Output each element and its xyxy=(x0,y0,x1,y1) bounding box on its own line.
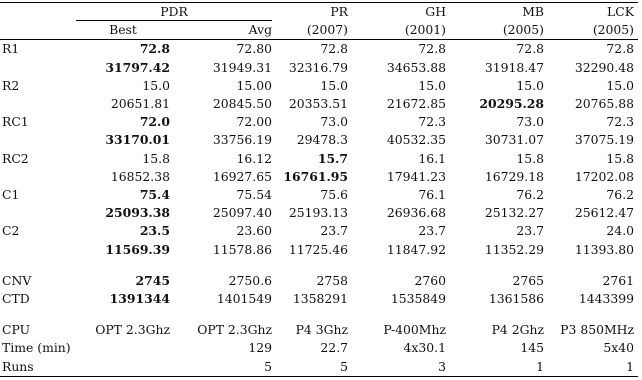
cell-gh: 34653.88 xyxy=(386,59,447,75)
cell-pr: 5 xyxy=(276,358,352,377)
cell-gh: 21672.85 xyxy=(386,96,447,112)
cell-pr: 72.8 xyxy=(276,40,352,59)
header-year-lck: (2005) xyxy=(592,22,635,38)
cell-lck: 15.8 xyxy=(606,150,635,166)
header-method-gh: GH xyxy=(352,3,450,22)
cell-lck: 32290.48 xyxy=(574,59,635,75)
row-label: CTD xyxy=(2,291,30,307)
cell-pr: 16761.95 xyxy=(283,168,349,184)
cell-gh: P-400Mhz xyxy=(383,322,447,338)
cell-gh: 3 xyxy=(352,358,450,377)
cell-mb: 1 xyxy=(450,358,548,377)
cell-pdr-avg: 15.00 xyxy=(236,77,273,93)
cell-pr: 75.6 xyxy=(320,187,349,203)
cell-lck: 72.3 xyxy=(606,114,635,130)
cell-mb: 1361586 xyxy=(488,291,545,307)
cell-pdr-best: 75.4 xyxy=(139,187,170,203)
row-label: R1 xyxy=(0,40,72,59)
cell-pdr-avg: 31949.31 xyxy=(212,59,273,75)
cell-pdr-best xyxy=(72,358,174,377)
cell-lck: 25612.47 xyxy=(574,205,635,221)
row-label: R2 xyxy=(2,77,20,93)
cell-lck: 17202.08 xyxy=(574,168,635,184)
cell-pdr-avg: 16.12 xyxy=(236,150,273,166)
cell-pdr-best: 1391344 xyxy=(109,291,170,307)
row-vehicles xyxy=(0,222,638,240)
cell-gh: 11847.92 xyxy=(386,241,447,257)
cell-pdr-avg: 23.60 xyxy=(236,223,273,239)
cell-pr: 32316.79 xyxy=(288,59,349,75)
cell-gh: 23.7 xyxy=(418,223,447,239)
cell-gh: 72.3 xyxy=(418,114,447,130)
cell-lck: P3 850MHz xyxy=(560,322,635,338)
cell-gh: 72.8 xyxy=(352,40,450,59)
header-row-sub xyxy=(0,21,638,40)
cell-mb: 145 xyxy=(520,340,545,356)
cell-pdr-best: 16852.38 xyxy=(110,168,170,184)
header-method-mb: MB xyxy=(450,3,548,22)
cell-pr: 29478.3 xyxy=(296,132,349,148)
cell-pr: 15.7 xyxy=(317,150,349,166)
cell-mb: 15.8 xyxy=(516,150,545,166)
header-method-lck: LCK xyxy=(548,3,638,22)
cell-pdr-best: 72.0 xyxy=(139,114,170,130)
cell-gh: 1535849 xyxy=(390,291,447,307)
cell-pdr-avg: 33756.19 xyxy=(212,132,273,148)
spacer-cell xyxy=(548,308,638,321)
cell-pr: 23.7 xyxy=(320,223,349,239)
cell-mb: 25132.27 xyxy=(484,205,545,221)
cell-pr: 22.7 xyxy=(320,340,349,356)
cell-pdr-avg: 25097.40 xyxy=(212,205,273,221)
cell-pr: 73.0 xyxy=(320,114,349,130)
spacer-row-totals xyxy=(0,259,638,272)
results-table-body xyxy=(0,3,638,377)
cell-mb: 73.0 xyxy=(516,114,545,130)
row-vehicles xyxy=(0,77,638,95)
spacer-cell xyxy=(450,308,548,321)
cell-mb: P4 2Ghz xyxy=(491,322,545,338)
row-distance xyxy=(0,168,638,186)
row-distance xyxy=(0,131,638,149)
cell-pdr-best: 25093.38 xyxy=(105,205,170,221)
header-pdr xyxy=(72,3,276,22)
row-meta xyxy=(0,321,638,339)
row-meta xyxy=(0,339,638,357)
spacer-cell xyxy=(450,259,548,272)
spacer-cell xyxy=(0,308,72,321)
row-total-cnv xyxy=(0,272,638,290)
cell-mb: 31918.47 xyxy=(484,59,545,75)
row-label xyxy=(0,204,72,222)
cell-pdr-best: 2745 xyxy=(135,272,170,288)
row-label: CNV xyxy=(2,272,32,288)
header-avg: Avg xyxy=(248,22,273,38)
cell-pdr-avg: 11578.86 xyxy=(212,241,273,257)
cell-pdr-avg: 129 xyxy=(248,340,273,356)
row-distance xyxy=(0,241,638,259)
cell-gh: 2760 xyxy=(414,272,447,288)
cell-mb: 15.0 xyxy=(516,77,545,93)
cell-pdr-best: 11569.39 xyxy=(105,241,170,257)
cell-pdr-best: 20651.81 xyxy=(110,96,170,112)
cell-gh: 17941.23 xyxy=(386,168,447,184)
cell-lck: 20765.88 xyxy=(574,96,635,112)
cell-mb: 20295.28 xyxy=(479,96,545,112)
cell-pdr-avg: 20845.50 xyxy=(212,96,273,112)
cell-pr: P4 3Ghz xyxy=(295,322,349,338)
cell-pr: 1358291 xyxy=(292,291,349,307)
spacer-cell xyxy=(352,259,450,272)
header-empty-cell xyxy=(0,21,72,40)
spacer-cell xyxy=(548,259,638,272)
row-label xyxy=(0,95,72,113)
spacer-cell xyxy=(72,259,174,272)
spacer-cell xyxy=(352,308,450,321)
cell-lck: 1 xyxy=(548,358,638,377)
cell-pdr-best: 23.5 xyxy=(139,223,170,239)
row-label: C2 xyxy=(2,223,20,239)
cell-pdr-avg: OPT 2.3Ghz xyxy=(197,322,273,338)
cell-pdr-avg: 5 xyxy=(174,358,276,377)
cell-gh: 76.1 xyxy=(418,187,447,203)
spacer-cell xyxy=(0,259,72,272)
header-best: Best xyxy=(109,22,137,38)
header-year-gh: (2001) xyxy=(404,22,447,38)
row-label: C1 xyxy=(2,187,20,203)
spacer-row-meta xyxy=(0,308,638,321)
spacer-cell xyxy=(276,259,352,272)
cell-lck: 24.0 xyxy=(606,223,635,239)
header-pdr-label: PDR xyxy=(160,4,188,19)
cell-pdr-avg: 1401549 xyxy=(216,291,273,307)
cell-pdr-avg: 72.00 xyxy=(236,114,273,130)
cell-lck: 72.8 xyxy=(548,40,638,59)
cell-mb: 30731.07 xyxy=(484,132,545,148)
cell-mb: 2765 xyxy=(512,272,545,288)
row-vehicles xyxy=(0,113,638,131)
cell-pdr-best: OPT 2.3Ghz xyxy=(95,322,170,338)
cell-lck: 76.2 xyxy=(606,187,635,203)
row-vehicles xyxy=(0,150,638,168)
cell-mb: 76.2 xyxy=(516,187,545,203)
cell-pdr-best: 31797.42 xyxy=(105,59,170,75)
spacer-cell xyxy=(276,308,352,321)
cell-pr: 2758 xyxy=(316,272,349,288)
header-year-mb: (2005) xyxy=(502,22,545,38)
row-vehicles xyxy=(0,186,638,204)
row-label: Runs xyxy=(0,358,72,377)
row-label xyxy=(0,131,72,149)
cell-mb: 72.8 xyxy=(450,40,548,59)
row-total-ctd xyxy=(0,290,638,308)
row-distance xyxy=(0,59,638,77)
cell-mb: 11352.29 xyxy=(484,241,545,257)
cell-pdr-best xyxy=(72,339,174,357)
cell-pdr-best: 72.8 xyxy=(72,40,174,59)
cell-gh: 40532.35 xyxy=(386,132,447,148)
row-distance xyxy=(0,204,638,222)
header-method-pr: PR xyxy=(276,3,352,22)
pdr-cmidrule xyxy=(76,20,272,21)
cell-pdr-best: 15.8 xyxy=(142,150,170,166)
row-label: RC2 xyxy=(2,150,29,166)
cell-lck: 37075.19 xyxy=(574,132,635,148)
cell-pr: 20353.51 xyxy=(288,96,349,112)
cell-mb: 16729.18 xyxy=(484,168,545,184)
cell-gh: 26936.68 xyxy=(386,205,447,221)
spacer-cell xyxy=(174,259,276,272)
row-label: Time (min) xyxy=(2,340,71,356)
cell-gh: 4x30.1 xyxy=(403,340,447,356)
row-label: RC1 xyxy=(2,114,29,130)
row-vehicles xyxy=(0,40,638,59)
cell-pdr-avg: 75.54 xyxy=(236,187,273,203)
results-table xyxy=(0,2,638,377)
cell-lck: 11393.80 xyxy=(574,241,635,257)
row-meta xyxy=(0,358,638,377)
cell-gh: 16.1 xyxy=(418,150,447,166)
cell-pr: 11725.46 xyxy=(288,241,349,257)
cell-lck: 2761 xyxy=(602,272,635,288)
spacer-cell xyxy=(174,308,276,321)
cell-lck: 5x40 xyxy=(603,340,635,356)
header-empty-cell xyxy=(0,3,72,22)
spacer-cell xyxy=(72,308,174,321)
cell-pdr-best: 15.0 xyxy=(142,77,170,93)
cell-gh: 15.0 xyxy=(418,77,447,93)
row-label xyxy=(0,168,72,186)
cell-pdr-best: 33170.01 xyxy=(105,132,170,148)
cell-pdr-avg: 16927.65 xyxy=(212,168,273,184)
row-label xyxy=(0,241,72,259)
cell-lck: 15.0 xyxy=(606,77,635,93)
row-label: CPU xyxy=(2,322,31,338)
row-distance xyxy=(0,95,638,113)
row-label xyxy=(0,59,72,77)
cell-lck: 1443399 xyxy=(578,291,635,307)
header-year-pr: (2007) xyxy=(306,22,349,38)
header-row-methods xyxy=(0,3,638,22)
cell-pr: 25193.13 xyxy=(288,205,349,221)
cell-pdr-avg: 2750.6 xyxy=(228,272,273,288)
cell-pdr-avg: 72.80 xyxy=(174,40,276,59)
cell-pr: 15.0 xyxy=(320,77,349,93)
cell-mb: 23.7 xyxy=(516,223,545,239)
